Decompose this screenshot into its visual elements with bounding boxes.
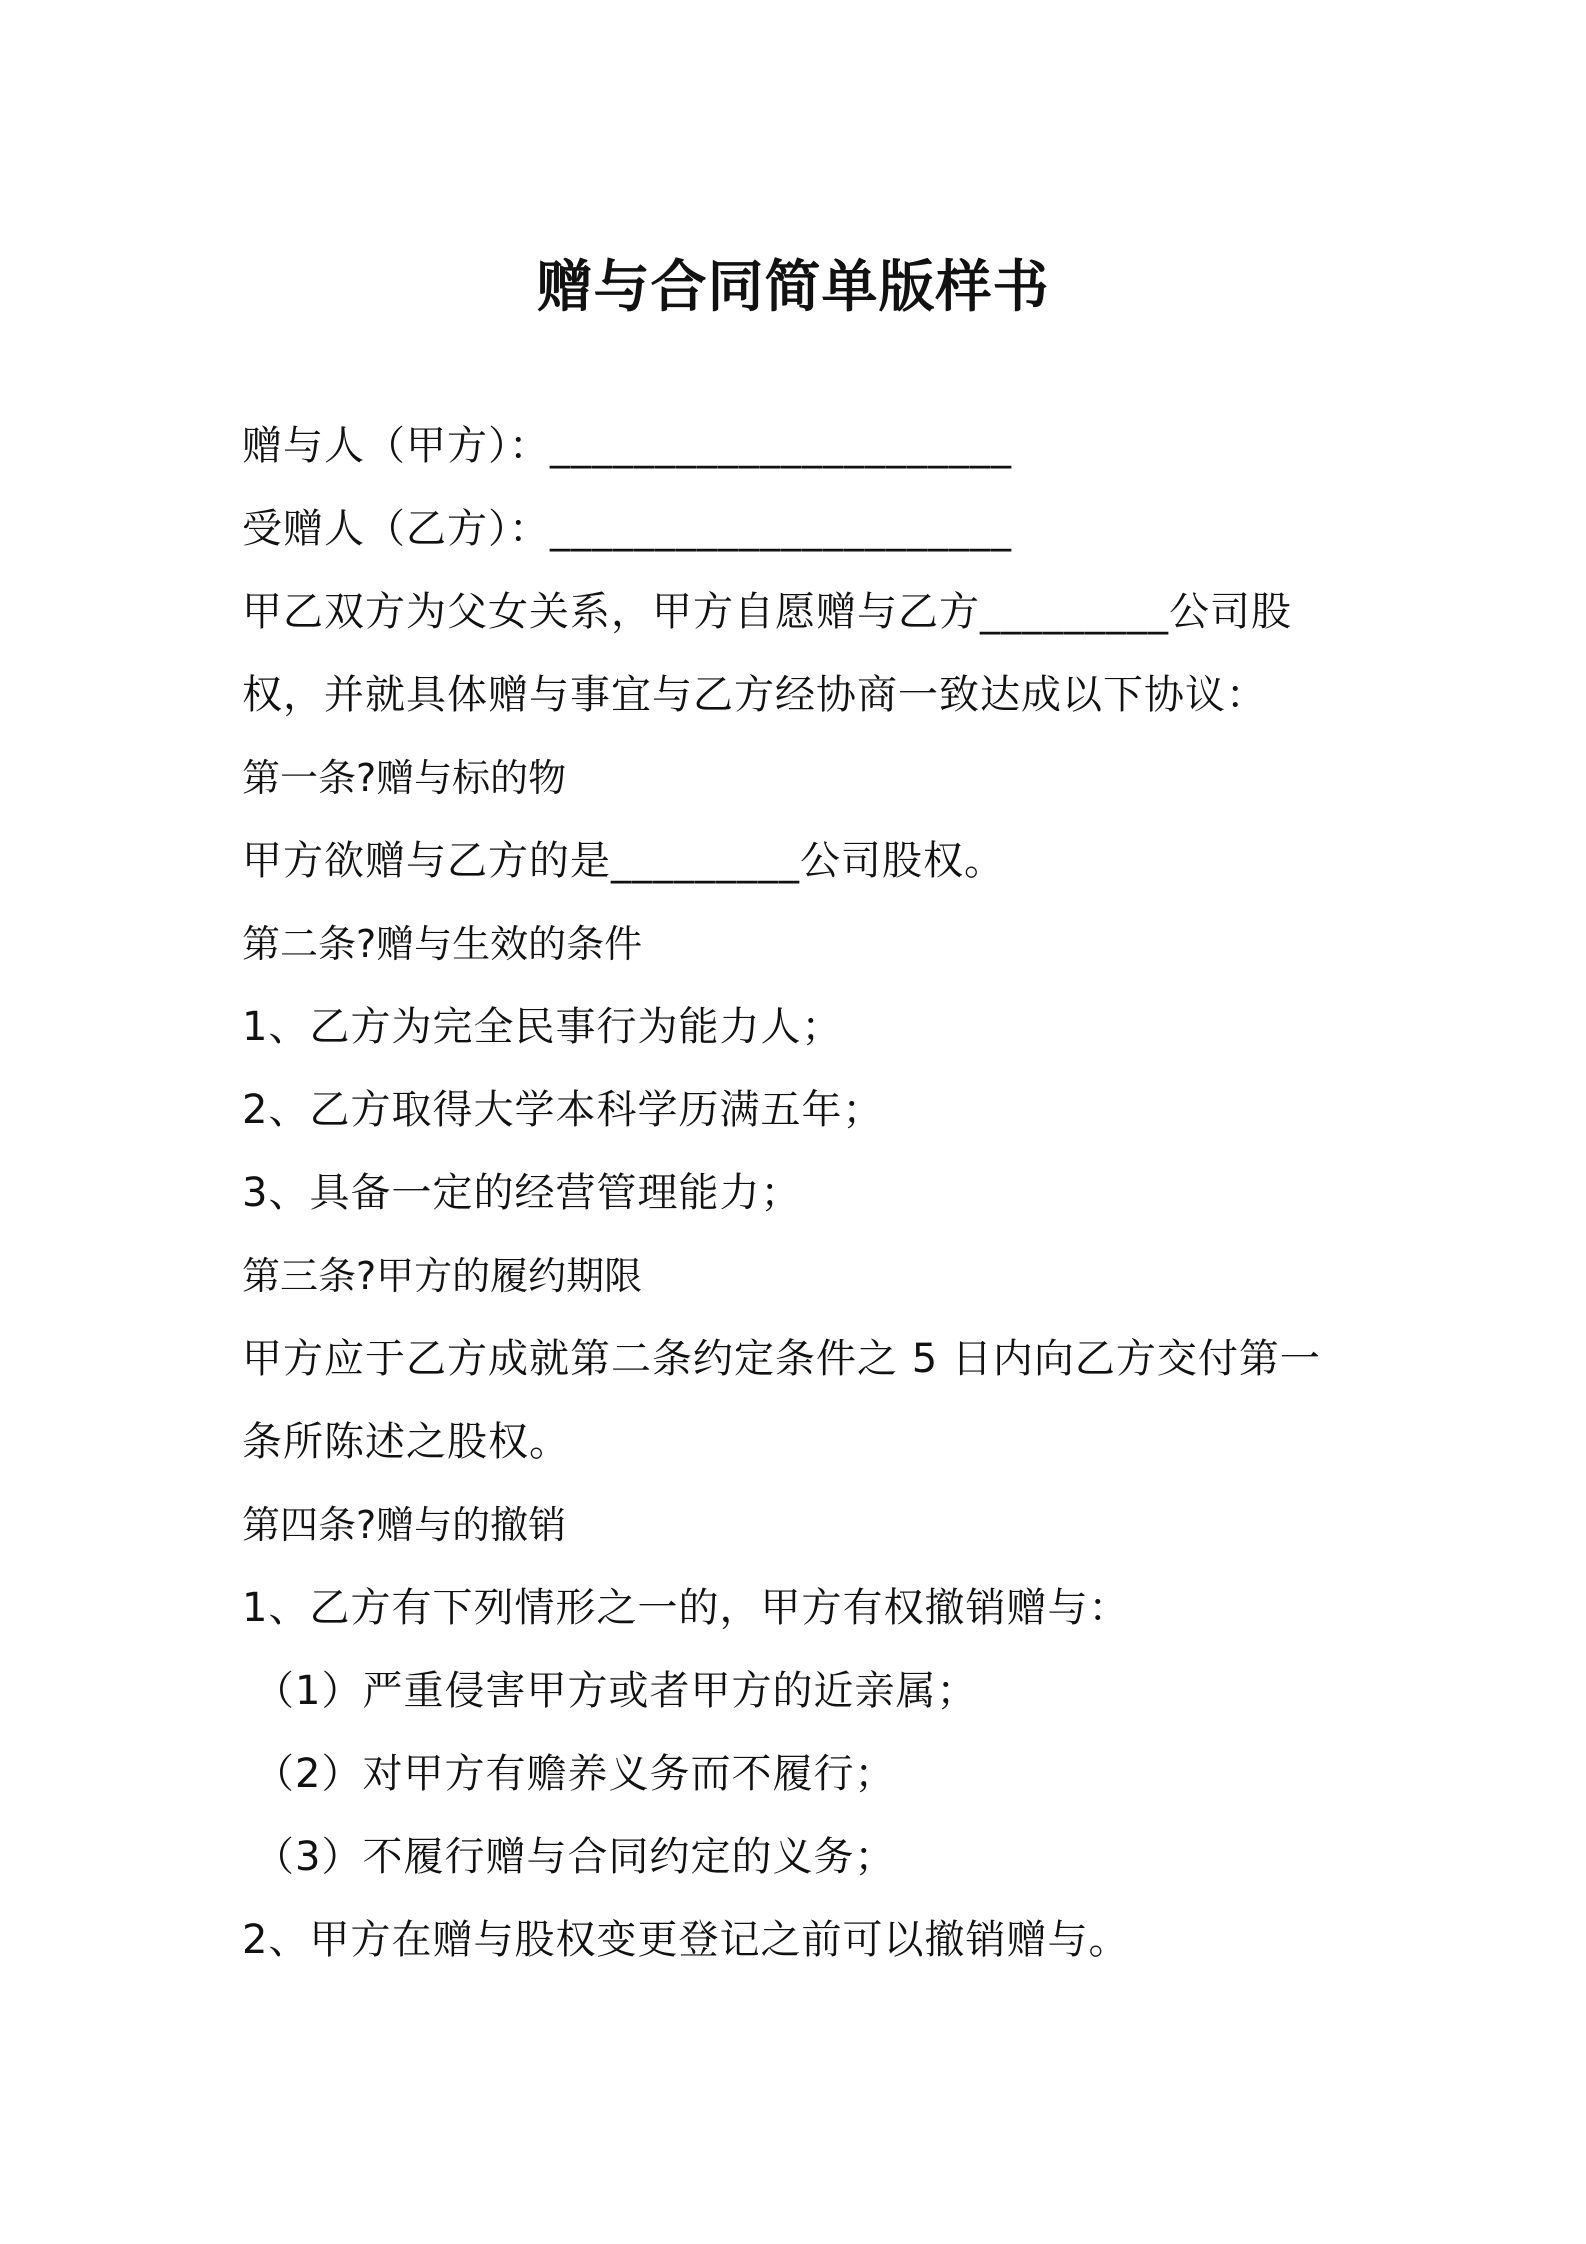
article-2-item-3: 3、具备一定的经营管理能力； [242, 1170, 802, 1216]
article-4-heading: 第四条?赠与的撤销 [242, 1503, 567, 1547]
donor-party-line: 赠与人（甲方）：______________________ [242, 423, 1012, 469]
article-4-subitem-3: （3）不履行赠与合同约定的义务； [254, 1834, 896, 1880]
article-1-heading: 第一条?赠与标的物 [242, 756, 567, 800]
document-title: 赠与合同简单版样书 [536, 255, 1050, 320]
article-2-heading: 第二条?赠与生效的条件 [242, 922, 643, 966]
article-2-item-1: 1、乙方为完全民事行为能力人； [242, 1004, 843, 1050]
donee-party-line: 受赠人（乙方）：______________________ [242, 506, 1012, 552]
article-3-heading: 第三条?甲方的履约期限 [242, 1254, 643, 1298]
article-4-subitem-1: （1）严重侵害甲方或者甲方的近亲属； [254, 1668, 978, 1714]
document-body [242, 405, 1362, 1982]
article-4-item-2: 2、甲方在赠与股权变更登记之前可以撤销赠与。 [242, 1917, 1130, 1963]
article-3-text-2: 条所陈述之股权。 [242, 1419, 570, 1465]
article-3-text-1: 甲方应于乙方成就第二条约定条件之 5 日内向乙方交付第一 [242, 1336, 1321, 1382]
preamble-line-2: 权，并就具体赠与事宜与乙方经协商一致达成以下协议： [242, 672, 1267, 718]
article-4-subitem-2: （2）对甲方有赡养义务而不履行； [254, 1751, 896, 1797]
article-1-text: 甲方欲赠与乙方的是_________公司股权。 [242, 838, 1005, 884]
article-4-item-1: 1、乙方有下列情形之一的，甲方有权撤销赠与： [242, 1585, 1130, 1631]
article-2-item-2: 2、乙方取得大学本科学历满五年； [242, 1087, 884, 1133]
preamble-line-1: 甲乙双方为父女关系，甲方自愿赠与乙方_________公司股 [242, 589, 1292, 635]
